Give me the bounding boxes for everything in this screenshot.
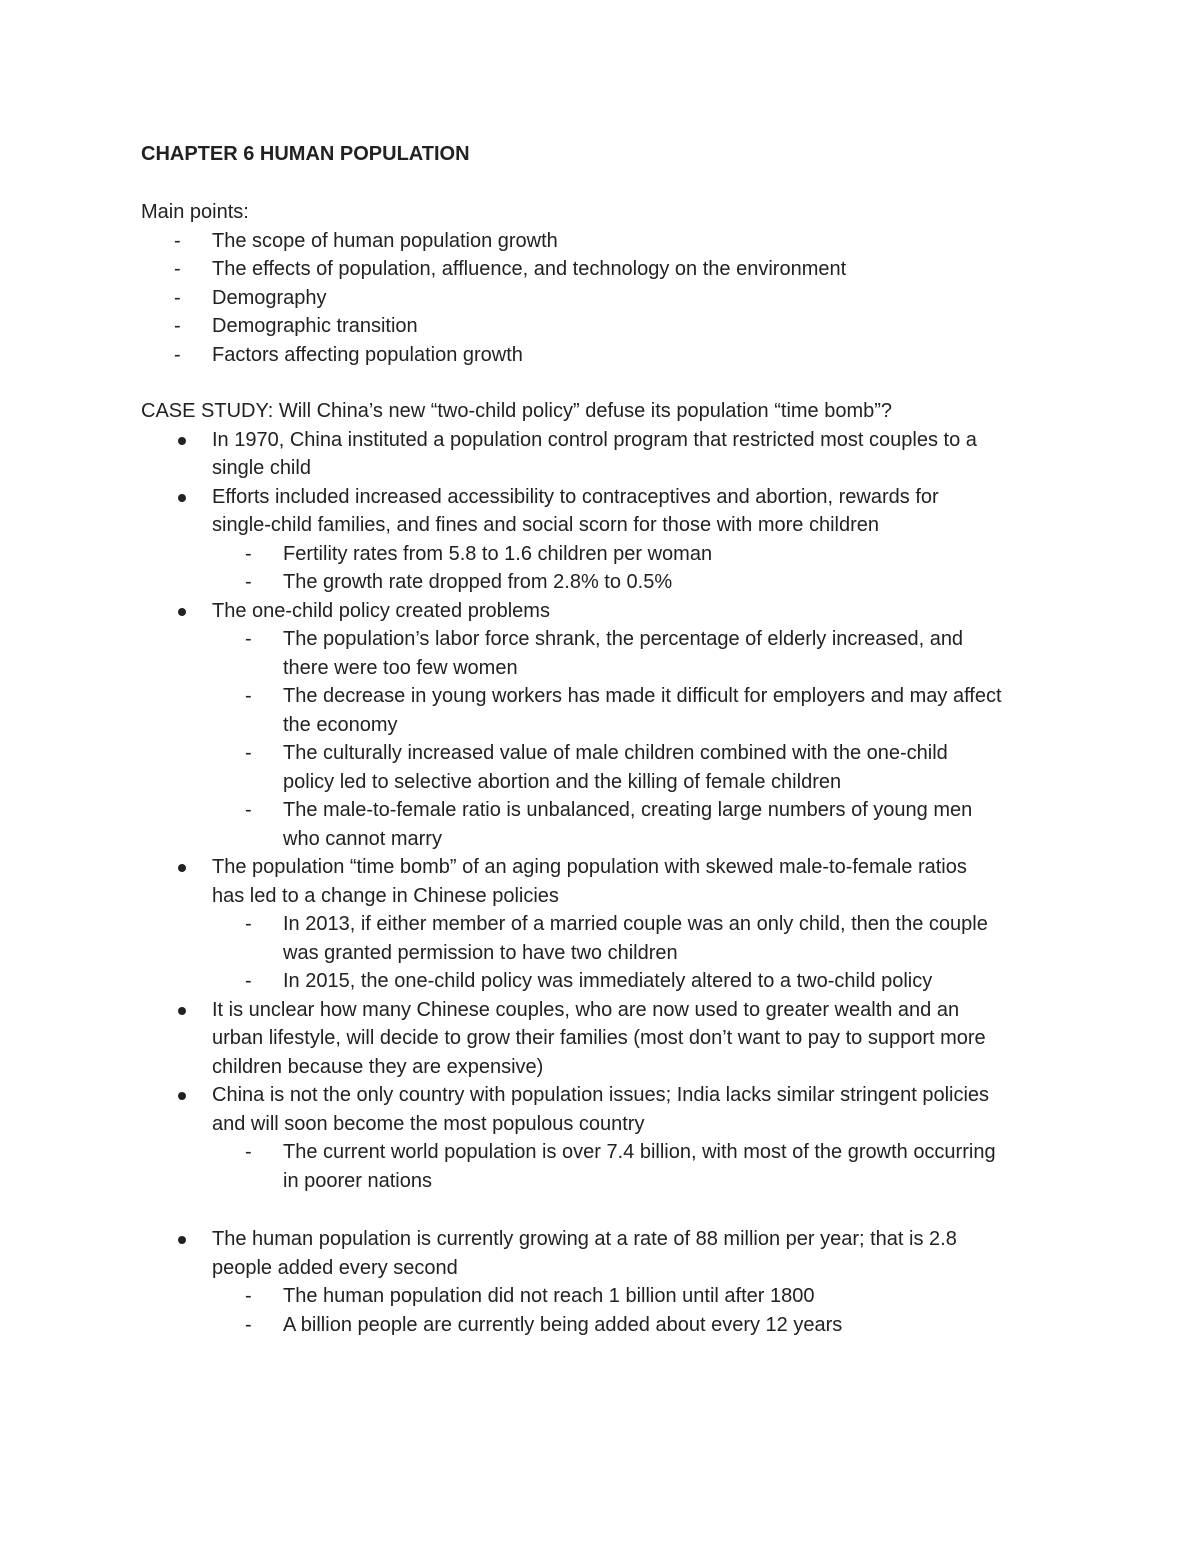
line-text: in poorer nations [283, 1169, 432, 1192]
line-text: and will soon become the most populous country [212, 1112, 645, 1135]
line-text: The culturally increased value of male children combined with the one-child [283, 742, 948, 764]
line-text: there were too few women [283, 656, 518, 679]
dash-marker: - [245, 1285, 252, 1307]
bullet-icon [178, 1092, 186, 1100]
sub-item [141, 1138, 1071, 1167]
bullet-continuation [141, 1024, 1071, 1053]
line-text: single-child families, and fines and social scorn for those with more children [212, 514, 879, 536]
dash-marker: - [245, 571, 252, 593]
line-text: Fertility rates from 5.8 to 1.6 children per woman [283, 542, 713, 565]
sub-item [141, 910, 1071, 939]
bullet-item [141, 1081, 1071, 1110]
main-point-text: The effects of population, affluence, and technology on the environment [212, 258, 847, 280]
dash-marker: - [245, 1141, 252, 1163]
dash-marker: - [174, 286, 181, 309]
bullet-item [141, 597, 1071, 626]
growth-section [141, 1225, 1071, 1339]
main-point-text: Demographic transition [212, 315, 418, 337]
bullet-continuation [141, 1053, 1071, 1082]
page-title: CHAPTER 6 HUMAN POPULATION [141, 143, 470, 165]
dash-marker: - [174, 315, 181, 337]
bullet-icon [178, 864, 186, 872]
line-text: The human population is currently growing at a rate of 88 million per year; that is 2.8 [212, 1228, 957, 1250]
bullet-item [141, 996, 1071, 1025]
main-point-item [141, 341, 1071, 370]
bullet-continuation [141, 1254, 1071, 1283]
main-point-item [141, 227, 1071, 256]
sub-item [141, 625, 1071, 654]
line-text: was granted permission to have two children [283, 941, 678, 964]
bullet-item [141, 853, 1071, 882]
main-point-text: Demography [212, 286, 327, 309]
main-point-item [141, 255, 1071, 284]
line-text: Efforts included increased accessibility to contraceptives and abortion, rewards for [212, 485, 939, 508]
bullet-continuation [141, 1110, 1071, 1139]
line-text: A billion people are currently being added about every 12 years [283, 1313, 843, 1336]
main-point-text: The scope of human population growth [212, 229, 558, 252]
sub-item [141, 967, 1071, 996]
dash-marker: - [245, 542, 252, 565]
line-text: people added every second [212, 1256, 458, 1279]
line-text: The population “time bomb” of an aging population with skewed male-to-female ratios [212, 856, 967, 878]
sub-item [141, 796, 1071, 825]
dash-marker: - [245, 799, 252, 821]
sub-item-continuation [141, 654, 1071, 683]
dash-marker: - [174, 229, 181, 252]
line-text: The decrease in young workers has made it difficult for employers and may affect [283, 685, 1002, 707]
line-text: The current world population is over 7.4 billion, with most of the growth occurring [283, 1141, 996, 1163]
sub-item-continuation [141, 711, 1071, 740]
sub-item-continuation [141, 825, 1071, 854]
main-points-heading: Main points: [141, 201, 249, 223]
line-text: has led to a change in Chinese policies [212, 884, 559, 907]
main-point-item [141, 284, 1071, 313]
sub-item [141, 682, 1071, 711]
bullet-item [141, 483, 1071, 512]
main-point-item [141, 312, 1071, 341]
sub-item-continuation [141, 1167, 1071, 1196]
bullet-continuation [141, 454, 1071, 483]
main-point-text: Factors affecting population growth [212, 343, 523, 366]
bullet-item [141, 1225, 1071, 1254]
line-text: In 1970, China instituted a population control program that restricted most couples to a [212, 428, 977, 451]
case-study-section [141, 397, 1071, 1195]
dash-marker: - [174, 343, 181, 366]
dash-marker: - [245, 970, 252, 992]
dash-marker: - [245, 1313, 252, 1336]
line-text: The human population did not reach 1 billion until after 1800 [283, 1285, 815, 1307]
line-text: In 2013, if either member of a married couple was an only child, then the couple [283, 913, 988, 935]
dash-marker: - [174, 258, 181, 280]
sub-item [141, 568, 1071, 597]
dash-marker: - [245, 742, 252, 764]
main-points-section [141, 198, 1071, 369]
sub-item [141, 540, 1071, 569]
bullet-continuation [141, 511, 1071, 540]
bullet-continuation [141, 882, 1071, 911]
sub-item-continuation [141, 768, 1071, 797]
line-text: The male-to-female ratio is unbalanced, creating large numbers of young men [283, 799, 973, 821]
line-text: The growth rate dropped from 2.8% to 0.5% [283, 571, 673, 593]
bullet-item [141, 426, 1071, 455]
bullet-icon [178, 1236, 186, 1244]
line-text: urban lifestyle, will decide to grow their families (most don’t want to pay to support more [212, 1027, 986, 1049]
sub-item [141, 1282, 1071, 1311]
line-text: China is not the only country with population issues; India lacks similar stringent policies [212, 1084, 990, 1106]
dash-marker: - [245, 685, 252, 707]
line-text: children because they are expensive) [212, 1055, 544, 1078]
bullet-icon [178, 608, 186, 616]
line-text: policy led to selective abortion and the killing of female children [283, 770, 842, 793]
bullet-icon [178, 494, 186, 502]
line-text: The one-child policy created problems [212, 599, 550, 622]
line-text: single child [212, 457, 311, 479]
line-text: It is unclear how many Chinese couples, who are now used to greater wealth and an [212, 998, 960, 1021]
bullet-icon [178, 437, 186, 445]
line-text: In 2015, the one-child policy was immediately altered to a two-child policy [283, 970, 933, 992]
case-study-heading: CASE STUDY: Will China’s new “two-child policy” defuse its population “time bomb”? [141, 400, 893, 422]
line-text: who cannot marry [283, 827, 442, 850]
sub-item [141, 1311, 1071, 1340]
sub-item-continuation [141, 939, 1071, 968]
bullet-icon [178, 1007, 186, 1015]
line-text: the economy [283, 713, 398, 736]
dash-marker: - [245, 913, 252, 935]
line-text: The population’s labor force shrank, the percentage of elderly increased, and [283, 628, 964, 650]
sub-item [141, 739, 1071, 768]
dash-marker: - [245, 628, 252, 650]
